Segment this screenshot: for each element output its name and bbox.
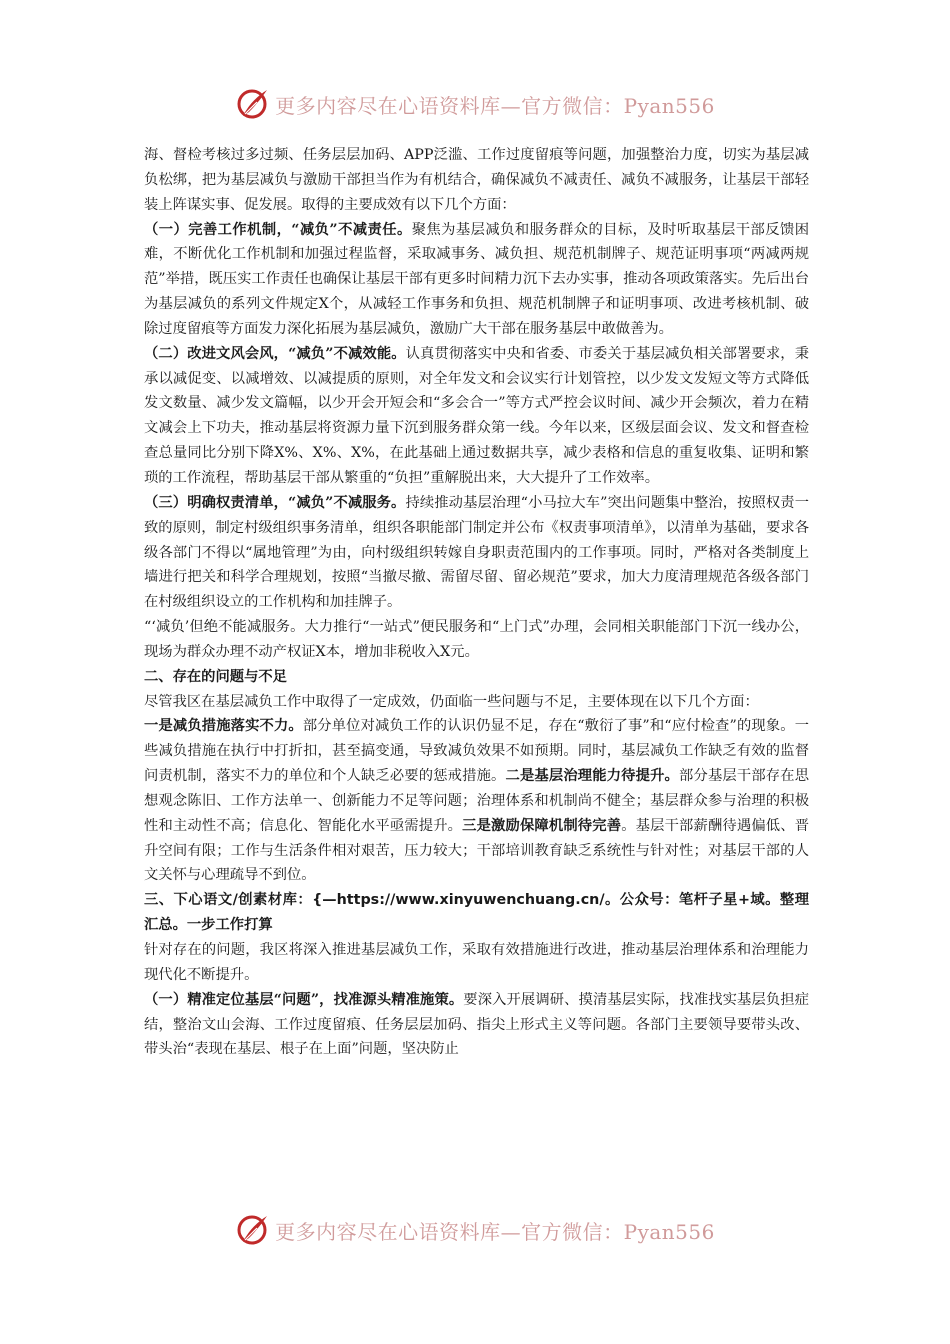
paragraph: 一是减负措施落实不力。部分单位对减负工作的认识仍显不足，存在“敷衍了事”和“应付检查”的现象。一些减负措施在执行中打折扣，甚至搞变通，导致减负效果不如预期。同时，基层减负工作缺乏有效的监督问责机制，落实不力的单位和个人缺乏必要的惩戒措施。二是基层治理能力待提升。部分基层干部存在思想观念陈旧、工作方法单一、创新能力不足等问题；治理体系和机制尚不健全；基层群众参与治理的积极性和主动性不高；信息化、智能化水平亟需提升。三是激励保障机制待完善。基层干部薪酬待遇偏低、晋升空间有限；工作与生活条件相对艰苦，压力较大；干部培训教育缺乏系统性与针对性；对基层干部的人文关怀与心理疏导不到位。	[144, 718, 810, 884]
paragraph: 尽管我区在基层减负工作中取得了一定成效，仍面临一些问题与不足，主要体现在以下几个方面：	[144, 693, 759, 710]
quill-logo-icon	[235, 86, 271, 122]
chapter-heading: 二、存在的问题与不足	[144, 668, 287, 685]
footer-banner-text: 更多内容尽在心语资料库—官方微信：Pyan556	[275, 1219, 715, 1244]
section-heading: 三是激励保障机制待完善	[462, 817, 622, 834]
paragraph: （一）精准定位基层“问题”，找准源头精准施策。要深入开展调研、摸清基层实际，找准找实基层负担症结，整治文山会海、工作过度留痕、任务层层加码、指尖上形式主义等问题。各部门主要领导要带头改、带头治“表现在基层、根子在上面”问题，坚决防止	[144, 991, 809, 1058]
section-heading: （二）改进文风会风，“减负”不减效能。	[144, 345, 406, 362]
quill-logo-icon	[235, 1212, 271, 1248]
paragraph: （三）明确权责清单，“减负”不减服务。持续推动基层治理“小马拉大车”突出问题集中整治，按照权责一致的原则，制定村级组织事务清单，组织各职能部门制定并公布《权责事项清单》，以清单为基础，要求各级各部门不得以“属地管理”为由，向村级组织转嫁自身职责范围内的工作事项。同时，严格对各类制度上墙进行把关和科学合理规划，按照“当撤尽撤、需留尽留、留必规范”要求，加大力度清理规范各级各部门在村级组织设立的工作机构和加挂牌子。	[144, 494, 809, 611]
document-body	[144, 143, 809, 1062]
section-heading: 一是减负措施落实不力。	[144, 718, 303, 735]
section-heading: （一）完善工作机制，“减负”不减责任。	[144, 221, 412, 238]
paragraph: 海、督检考核过多过频、任务层层加码、APP泛滥、工作过度留痕等问题，加强整治力度，切实为基层减负松绑，把为基层减负与激励干部担当作为有机结合，确保减负不减责任、减负不减服务，让基层干部轻装上阵谋实事、促发展。取得的主要成效有以下几个方面：	[144, 147, 809, 213]
paragraph: （一）完善工作机制，“减负”不减责任。聚焦为基层减负和服务群众的目标，及时听取基层干部反馈困难，不断优化工作机制和加强过程监督，采取减事务、减负担、规范机制牌子、规范证明事项“两减两规范”举措，既压实工作责任也确保让基层干部有更多时间精力沉下去办实事，推动各项政策落实。先后出台为基层减负的系列文件规定X个，从减轻工作事务和负担、规范机制牌子和证明事项、改进考核机制、破除过度留痕等方面发力深化拓展为基层减负，激励广大干部在服务基层中敢做善为。	[144, 221, 809, 337]
section-heading: （一）精准定位基层“问题”，找准源头精准施策。	[144, 991, 464, 1008]
header-banner	[0, 84, 950, 124]
paragraph: “‘减负’但绝不能减服务。大力推行“一站式”便民服务和“上门式”办理，会同相关职能部门下沉一线办公，现场为群众办理不动产权证X本，增加非税收入X元。	[144, 619, 809, 660]
section-heading: （三）明确权责清单，“减负”不减服务。	[144, 494, 406, 511]
paragraph: 针对存在的问题，我区将深入推进基层减负工作，采取有效措施进行改进，推动基层治理体系和治理能力现代化不断提升。	[144, 942, 809, 983]
header-banner-text: 更多内容尽在心语资料库—官方微信：Pyan556	[275, 93, 715, 118]
section-heading: 二是基层治理能力待提升。	[505, 768, 680, 785]
footer-banner	[0, 1210, 950, 1250]
paragraph: （二）改进文风会风，“减负”不减效能。认真贯彻落实中央和省委、市委关于基层减负相关部署要求，秉承以减促变、以减增效、以减提质的原则，对全年发文和会议实行计划管控，以少发文发短文等方式降低发文数量、减少发文篇幅，以少开会开短会和“多会合一”等方式严控会议时间、减少开会频次，着力在精文减会上下功夫，推动基层将资源力量下沉到服务群众第一线。今年以来，区级层面会议、发文和督查检查总量同比分别下降X%、X%、X%，在此基础上通过数据共享，减少表格和信息的重复收集、证明和繁琐的工作流程，帮助基层干部从繁重的“负担”重解脱出来，大大提升了工作效率。	[144, 345, 809, 486]
chapter-heading: 三、下心语文/创素材库：{—https://www.xinyuwenchuang.cn/。公众号：笔杆子星+域。整理汇总。一步工作打算	[144, 892, 809, 934]
